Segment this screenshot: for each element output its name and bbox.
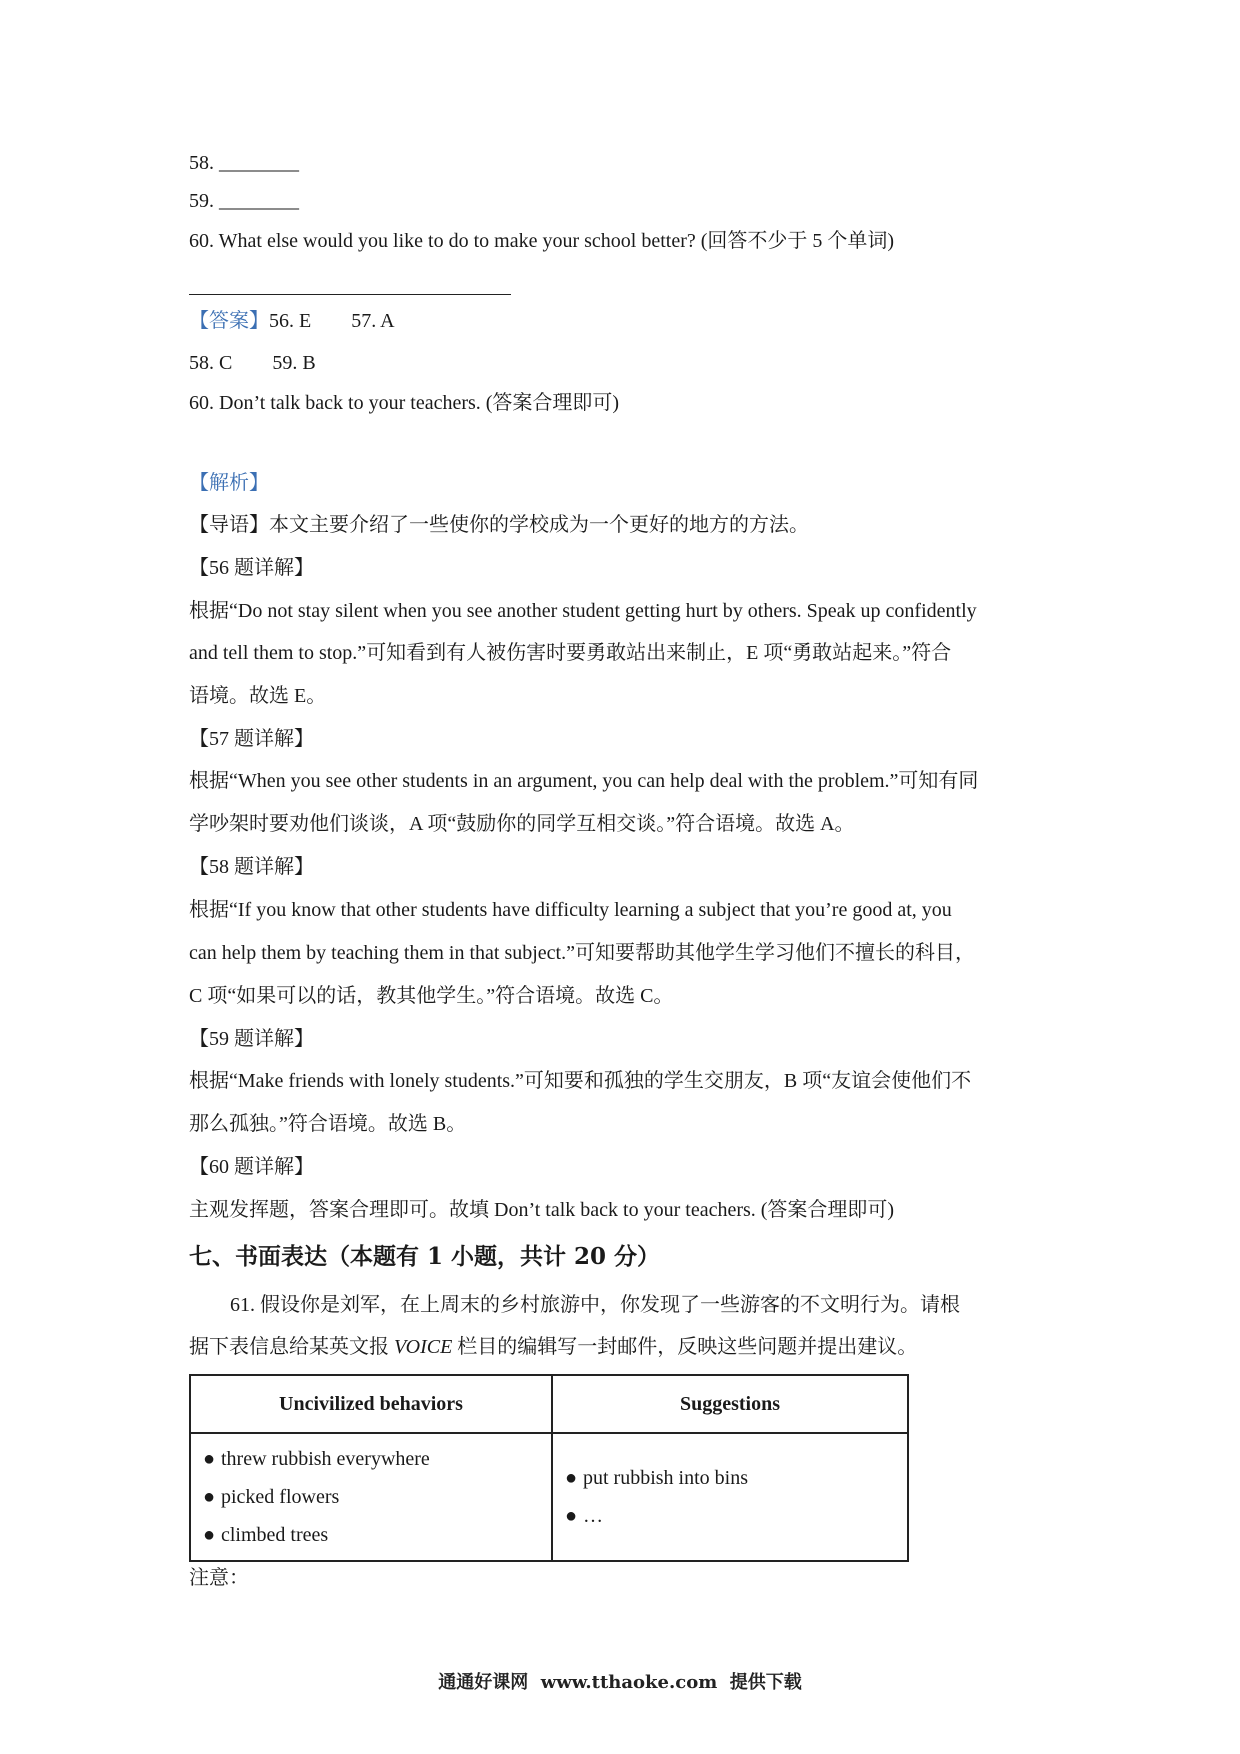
q57-detail-line-2: 学吵架时要劝他们谈谈，A 项“鼓励你的同学互相交谈。”符合语境。故选 A。: [189, 813, 855, 835]
q59-detail-line-2: 那么孤独。”符合语境。故选 B。: [189, 1113, 467, 1135]
behavior-text: threw rubbish everywhere: [221, 1448, 430, 1470]
answer-line-1: [189, 308, 395, 334]
question-59: 59. ________: [189, 190, 299, 212]
question-60: 60. What else would you like to do to make your school better? (回答不少于 5 个单词): [189, 230, 895, 252]
bullet-icon: ●: [565, 1467, 578, 1489]
list-item: [565, 1459, 895, 1497]
list-item: [203, 1478, 539, 1516]
writing-section-title: 七、书面表达（本题有 1 小题，共计 20 分）: [189, 1243, 661, 1270]
writing-prompt-line-2: [189, 1334, 917, 1360]
q56-detail-line-3: 语境。故选 E。: [189, 685, 327, 707]
list-item: [203, 1516, 539, 1554]
header-suggestions: Suggestions: [552, 1375, 908, 1433]
answer-60: 60. Don’t talk back to your teachers. (答案合理即可): [189, 392, 620, 414]
bullet-icon: ●: [203, 1524, 216, 1546]
q58-detail-line-3: C 项“如果可以的话，教其他学生。”符合语境。故选 C。: [189, 985, 674, 1007]
page-footer: 通通好课网 www.tthaoke.com 提供下载: [438, 1672, 802, 1693]
q58-detail-line-2: can help them by teaching them in that subject.”可知要帮助其他学生学习他们不擅长的科目，: [189, 942, 975, 964]
analysis-intro: 【导语】本文主要介绍了一些使你的学校成为一个更好的地方的方法。: [189, 514, 809, 536]
q56-detail-line-1: 根据“Do not stay silent when you see another student getting hurt by others. Speak up confidently: [189, 600, 977, 622]
question-58: 58. ________: [189, 152, 299, 174]
writing-prompt-before: 据下表信息给某英文报: [189, 1336, 394, 1358]
writing-prompt-after: 栏目的编辑写一封邮件，反映这些问题并提出建议。: [452, 1336, 918, 1358]
q60-detail-title: 【60 题详解】: [189, 1156, 314, 1178]
behavior-text: climbed trees: [221, 1524, 329, 1546]
answer-blank-line: [189, 294, 511, 295]
analysis-label: 【解析】: [189, 472, 269, 494]
q60-detail-line-1: 主观发挥题，答案合理即可。故填 Don’t talk back to your teachers. (答案合理即可): [189, 1199, 895, 1221]
q57-detail-line-1: 根据“When you see other students in an argument, you can help deal with the problem.”可知有同: [189, 770, 979, 792]
suggestion-text: …: [583, 1505, 603, 1527]
answer-56-57: 56. E 57. A: [269, 310, 395, 332]
suggestions-list: [565, 1459, 895, 1535]
table-body-row: [190, 1433, 908, 1561]
q56-detail-line-2: and tell them to stop.”可知看到有人被伤害时要勇敢站出来制止，E 项“勇敢站起来。”符合: [189, 642, 952, 664]
answer-label: 【答案】: [189, 310, 269, 332]
suggestion-text: put rubbish into bins: [583, 1467, 749, 1489]
q58-detail-line-1: 根据“If you know that other students have difficulty learning a subject that you’re good at, you: [189, 899, 952, 921]
behaviors-cell: [190, 1433, 552, 1561]
bullet-icon: ●: [565, 1505, 578, 1527]
list-item: [203, 1440, 539, 1478]
writing-note: 注意：: [189, 1567, 249, 1589]
writing-info-table: [189, 1374, 909, 1562]
q58-detail-title: 【58 题详解】: [189, 856, 314, 878]
q59-detail-line-1: 根据“Make friends with lonely students.”可知要和孤独的学生交朋友，B 项“友谊会使他们不: [189, 1070, 972, 1092]
behavior-text: picked flowers: [221, 1486, 340, 1508]
header-uncivilized-behaviors: Uncivilized behaviors: [190, 1375, 552, 1433]
answer-58-59: 58. C 59. B: [189, 352, 316, 374]
bullet-icon: ●: [203, 1486, 216, 1508]
list-item: [565, 1497, 895, 1535]
table-header-row: [190, 1375, 908, 1433]
q56-detail-title: 【56 题详解】: [189, 557, 314, 579]
q57-detail-title: 【57 题详解】: [189, 728, 314, 750]
q59-detail-title: 【59 题详解】: [189, 1028, 314, 1050]
writing-prompt-line-1: 61. 假设你是刘军，在上周末的乡村旅游中，你发现了一些游客的不文明行为。请根: [230, 1294, 960, 1316]
behaviors-list: [203, 1440, 539, 1554]
writing-prompt-column-name: VOICE: [394, 1336, 453, 1358]
suggestions-cell: [552, 1433, 908, 1561]
bullet-icon: ●: [203, 1448, 216, 1470]
